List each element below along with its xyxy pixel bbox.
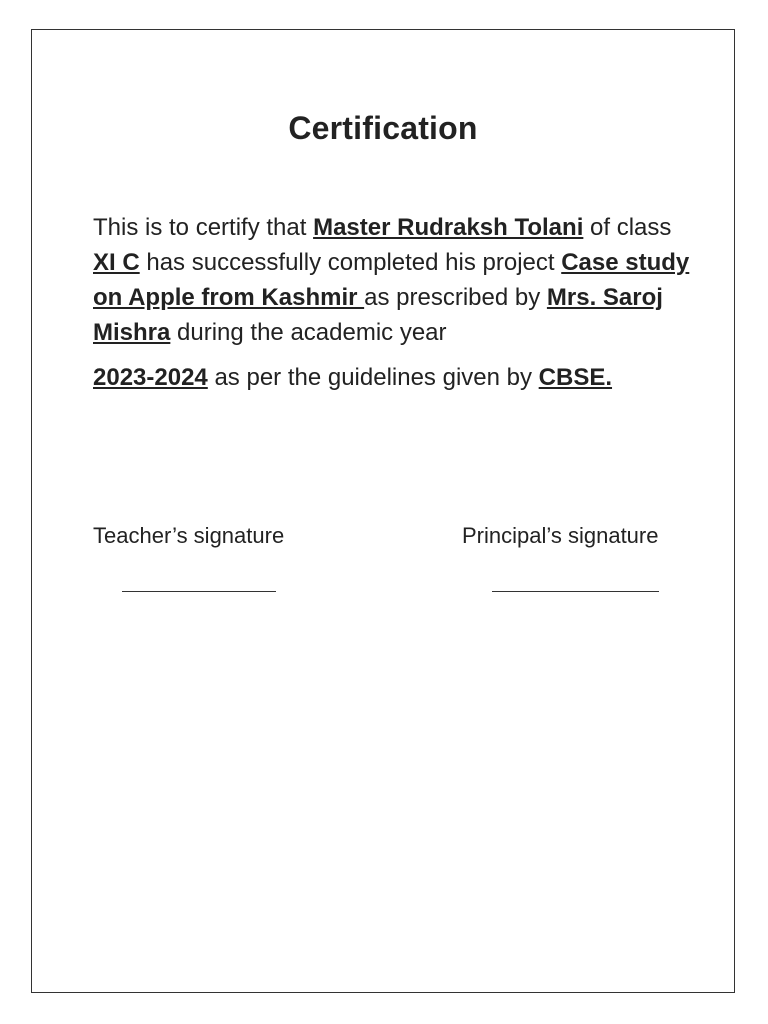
body-text-3: has successfully completed his project xyxy=(139,249,562,276)
student-name: Master Rudraksh Tolani xyxy=(313,214,584,241)
body-text-4: as prescribed by xyxy=(364,284,547,311)
teacher-signature-label: Teacher’s signature xyxy=(93,523,285,548)
class-name: XI C xyxy=(93,249,140,276)
academic-year: 2023-2024 xyxy=(93,364,208,391)
teacher-signature-line xyxy=(122,591,276,592)
last-line xyxy=(93,360,693,395)
project-title: Case study on Apple from Kashmir xyxy=(93,249,690,311)
principal-signature-line xyxy=(492,591,659,592)
page-title: Certification xyxy=(288,110,478,146)
body-text-5: during the academic year xyxy=(170,319,447,346)
principal-signature-label: Principal’s signature xyxy=(462,523,659,548)
teacher-name: Mrs. Saroj Mishra xyxy=(93,284,663,346)
page-border xyxy=(31,29,735,993)
board-name: CBSE. xyxy=(538,364,613,391)
certificate-body xyxy=(93,210,693,395)
body-text-6: as per the guidelines given by xyxy=(207,364,539,391)
body-text-1: This is to certify that xyxy=(93,214,314,241)
body-text-2: of class xyxy=(583,214,672,241)
